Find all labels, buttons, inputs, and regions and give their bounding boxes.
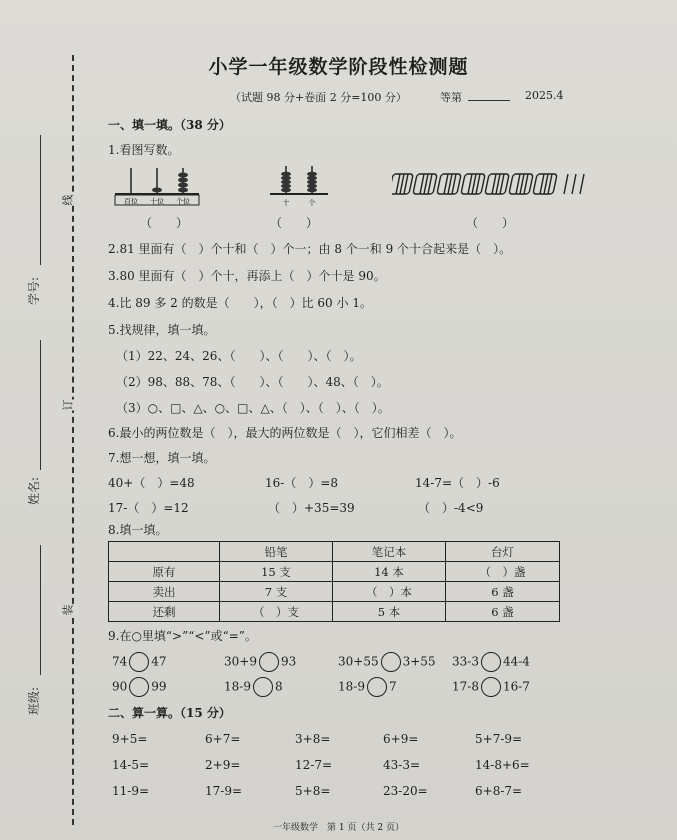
table-cell: 原有 xyxy=(109,562,220,582)
grade-label: 等第 xyxy=(440,91,462,104)
q9-left: 30+55 xyxy=(338,654,379,669)
answer-blank-3[interactable]: （ ） xyxy=(466,216,515,230)
q4-text: 4.比 89 多 2 的数是（ ），（ ）比 60 小 1。 xyxy=(108,296,372,310)
q9-right: 3+55 xyxy=(402,654,436,669)
q9-text: 9.在○里填“>”“<”或“=”。 xyxy=(108,629,257,643)
q9-left: 18-9 xyxy=(224,679,251,694)
q9-right: 7 xyxy=(388,679,397,694)
abacus2-label-tens: 十 xyxy=(282,199,290,207)
calc-item: 3+8= xyxy=(295,732,331,746)
class-line xyxy=(40,545,41,675)
table-header-cell: 铅笔 xyxy=(220,542,333,562)
section1-heading: 一、填一填。（38 分） xyxy=(108,118,231,132)
calc-item: 43-3= xyxy=(383,758,421,772)
exam-date: 2025.4 xyxy=(525,89,564,102)
table-cell-blank[interactable]: （ ）盏 xyxy=(446,562,560,582)
compare-circle[interactable] xyxy=(129,677,149,697)
q7-item: （ ）+35=39 xyxy=(268,501,355,515)
page-footer: 一年级数学 第 1 页（共 2 页） xyxy=(273,823,404,833)
grade-blank[interactable] xyxy=(468,100,510,101)
compare-circle[interactable] xyxy=(481,677,501,697)
compare-circle[interactable] xyxy=(381,652,401,672)
calc-item: 2+9= xyxy=(205,758,241,772)
q2-text: 2.81 里面有（ ）个十和（ ）个一；由 8 个一和 9 个十合起来是（ ）。 xyxy=(108,242,512,256)
class-label: 班级: xyxy=(27,686,41,715)
q1-text: 1.看图写数。 xyxy=(108,143,180,157)
q9-left: 30+9 xyxy=(224,654,257,669)
compare-circle[interactable] xyxy=(367,677,387,697)
q7-item: （ ）-4<9 xyxy=(418,501,484,515)
abacus-three-digit xyxy=(113,164,203,208)
calc-item: 6+7= xyxy=(205,732,241,746)
q5-1-text: （1）22、24、26、（ ）、（ ）、（ ）。 xyxy=(116,349,362,363)
abacus-label-ones: 个位 xyxy=(176,197,190,206)
q9-left: 74 xyxy=(112,654,128,669)
calc-item: 23-20= xyxy=(383,784,428,798)
bind-char-line: 线 xyxy=(58,195,78,206)
q7-text: 7.想一想，填一填。 xyxy=(108,451,216,465)
q9-compare xyxy=(338,652,436,672)
calc-item: 6+8-7= xyxy=(475,784,523,798)
calc-item: 5+7-9= xyxy=(475,732,523,746)
answer-blank-1[interactable]: （ ） xyxy=(140,216,189,230)
calc-item: 6+9= xyxy=(383,732,419,746)
compare-circle[interactable] xyxy=(259,652,279,672)
q9-left: 33-3 xyxy=(452,654,479,669)
bind-char-staple: 订 xyxy=(58,400,78,411)
calc-item: 14-5= xyxy=(112,758,150,772)
q9-left: 18-9 xyxy=(338,679,365,694)
calc-item: 17-9= xyxy=(205,784,243,798)
q7-item: 17-（ ）=12 xyxy=(108,501,189,515)
q9-compare xyxy=(112,677,167,697)
q9-left: 17-8 xyxy=(452,679,479,694)
page-title: 小学一年级数学阶段性检测题 xyxy=(208,56,469,78)
table-row xyxy=(109,582,560,602)
table-cell: 7 支 xyxy=(220,582,333,602)
q9-compare xyxy=(338,677,397,697)
student-no-label: 学号: xyxy=(27,276,41,305)
student-no-line xyxy=(40,135,41,265)
table-cell: 14 本 xyxy=(333,562,446,582)
q9-right: 44-4 xyxy=(502,654,530,669)
section2-heading: 二、算一算。（15 分） xyxy=(108,706,231,720)
table-row xyxy=(109,602,560,622)
q5-3-text: （3）○、□、△、○、□、△、（ ）、（ ）、（ ）。 xyxy=(116,401,390,415)
compare-circle[interactable] xyxy=(481,652,501,672)
calc-item: 12-7= xyxy=(295,758,333,772)
q9-right: 93 xyxy=(280,654,297,669)
q3-text: 3.80 里面有（ ）个十，再添上（ ）个十是 90。 xyxy=(108,269,386,283)
calc-item: 9+5= xyxy=(112,732,148,746)
table-header-cell: 笔记本 xyxy=(333,542,446,562)
table-header-cell: 台灯 xyxy=(446,542,560,562)
table-cell-blank[interactable]: （ ）支 xyxy=(220,602,333,622)
name-label: 姓名: xyxy=(27,476,41,505)
q9-right: 8 xyxy=(274,679,283,694)
answer-blank-2[interactable]: （ ） xyxy=(270,216,319,230)
table-cell: 还剩 xyxy=(109,602,220,622)
abacus-two-digit xyxy=(268,162,332,208)
calc-item: 5+8= xyxy=(295,784,331,798)
binding-line xyxy=(72,55,74,825)
q7-item: 14-7=（ ）-6 xyxy=(415,476,500,490)
score-note: （试题 98 分+卷面 2 分=100 分） xyxy=(230,91,407,104)
q9-right: 47 xyxy=(151,654,167,669)
table-row xyxy=(109,562,560,582)
q6-text: 6.最小的两位数是（ ），最大的两位数是（ ），它们相差（ ）。 xyxy=(108,426,462,440)
q9-left: 90 xyxy=(112,679,128,694)
table-cell: 卖出 xyxy=(109,582,220,602)
stock-table xyxy=(108,541,560,622)
q9-compare xyxy=(452,652,530,672)
table-header-row xyxy=(109,542,560,562)
stick-bundles-illustration xyxy=(392,170,597,200)
q5-text: 5.找规律，填一填。 xyxy=(108,323,216,337)
table-cell: 5 本 xyxy=(333,602,446,622)
table-cell-blank[interactable]: （ ）本 xyxy=(333,582,446,602)
abacus-label-tens: 十位 xyxy=(150,197,164,206)
table-cell: 6 盏 xyxy=(446,602,560,622)
bind-char-bind: 装 xyxy=(58,605,78,616)
abacus-label-hundreds: 百位 xyxy=(124,197,138,206)
q8-text: 8.填一填。 xyxy=(108,523,168,537)
q7-item: 40+（ ）=48 xyxy=(108,476,195,490)
q9-compare xyxy=(452,677,530,697)
q9-right: 99 xyxy=(151,679,167,694)
q9-compare xyxy=(112,652,167,672)
q9-compare xyxy=(224,652,296,672)
table-cell: 6 盏 xyxy=(446,582,560,602)
calc-item: 11-9= xyxy=(112,784,150,798)
abacus2-label-ones: 个 xyxy=(308,199,316,207)
q9-right: 16-7 xyxy=(502,679,530,694)
table-header-cell xyxy=(109,542,220,562)
calc-item: 14-8+6= xyxy=(475,758,530,772)
name-line xyxy=(40,340,41,470)
q7-item: 16-（ ）=8 xyxy=(265,476,339,490)
compare-circle[interactable] xyxy=(129,652,149,672)
compare-circle[interactable] xyxy=(253,677,273,697)
q5-2-text: （2）98、88、78、（ ）、（ ）、48、（ ）。 xyxy=(116,375,389,389)
q9-compare xyxy=(224,677,283,697)
table-cell: 15 支 xyxy=(220,562,333,582)
